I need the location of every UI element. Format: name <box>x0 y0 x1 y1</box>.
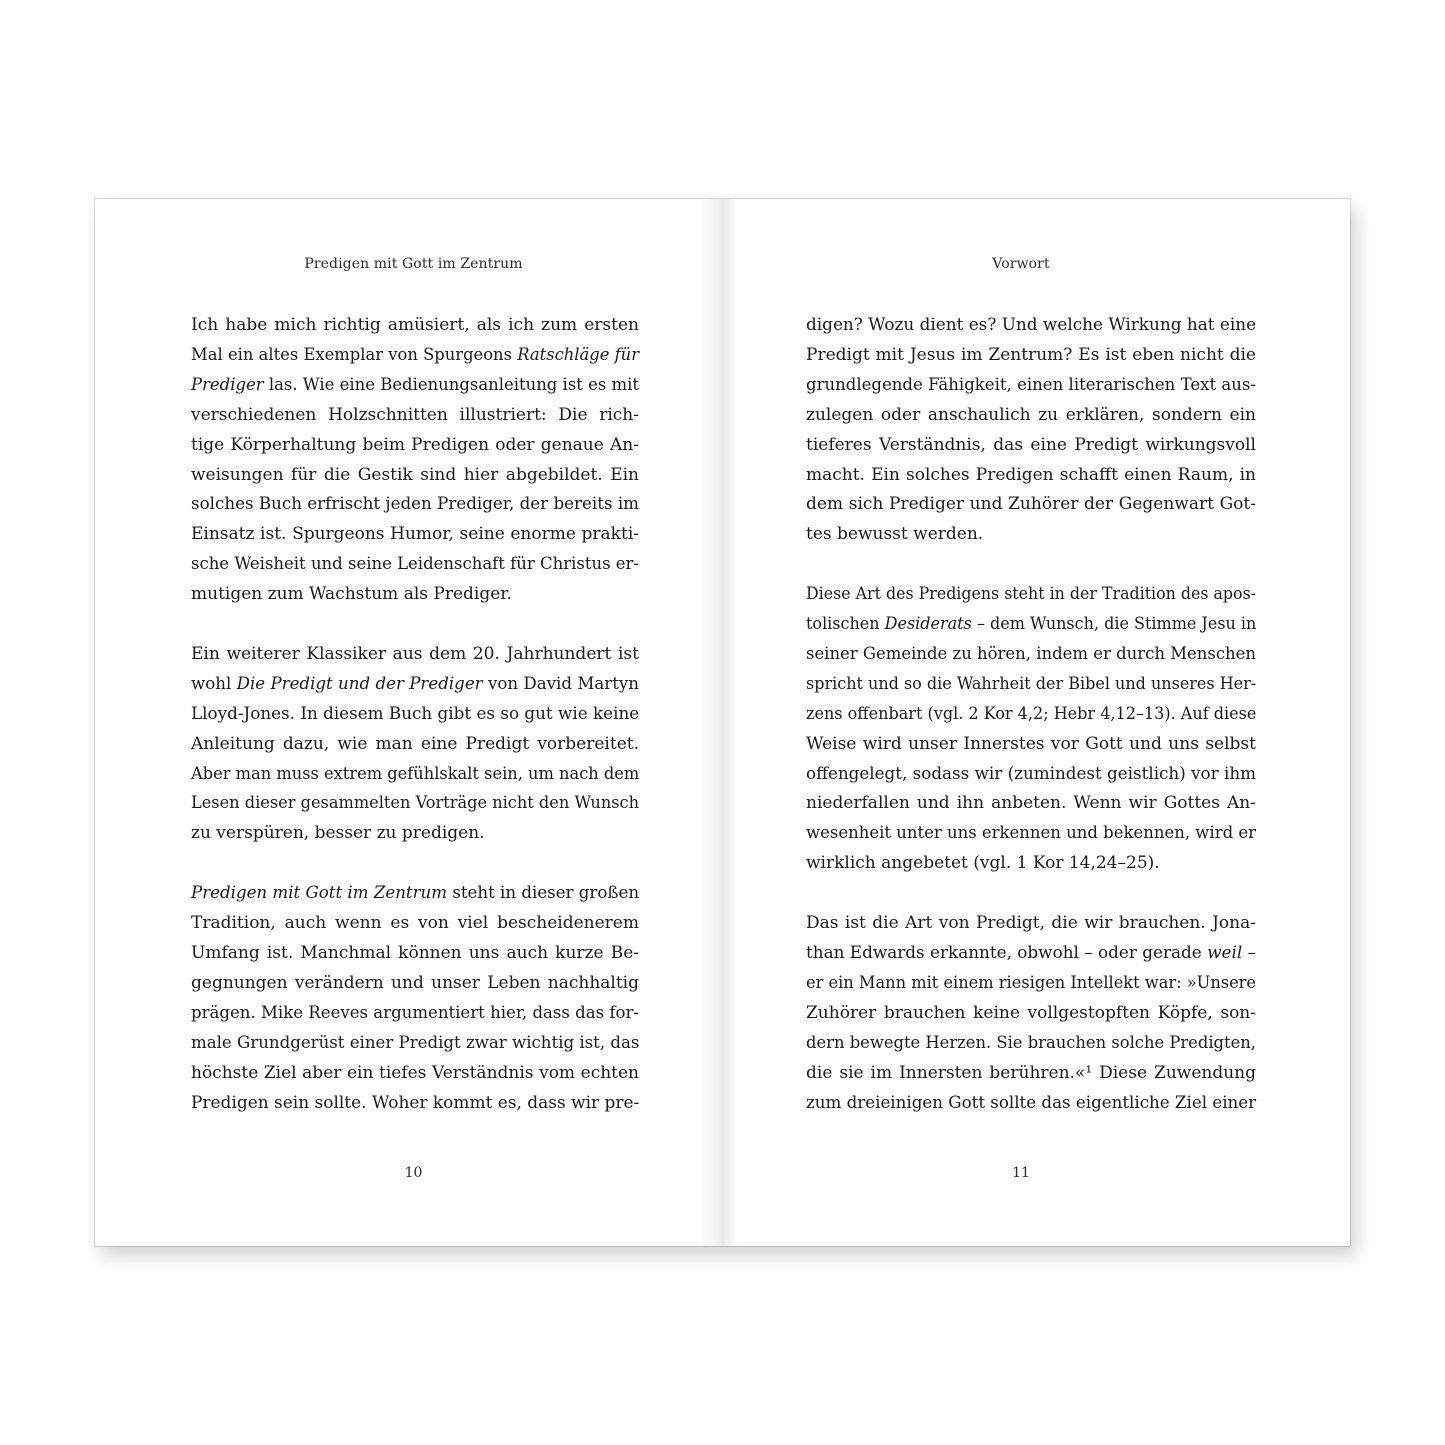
text-line: Zuhörer brauchen keine vollgestopften Köpfe, son- <box>806 1002 1256 1023</box>
right-page-body <box>806 311 1256 1148</box>
text-line: Lloyd-Jones. In diesem Buch gibt es so gut wie keine <box>191 703 640 724</box>
gutter-shadow-right <box>722 199 738 1246</box>
text-line: wirklich angebetet (vgl. 1 Kor 14,24–25). <box>806 853 1160 874</box>
text-line: Einsatz ist. Spurgeons Humor, seine enorme prakti- <box>191 524 639 545</box>
text-line: zulegen oder anschaulich zu erklären, sondern ein <box>806 404 1256 425</box>
text-line: tige Körperhaltung beim Predigen oder genaue An- <box>191 434 639 455</box>
text-line: Anleitung dazu, wie man eine Predigt vorbereitet. <box>191 733 639 754</box>
text-line: prägen. Mike Reeves argumentiert hier, dass das for- <box>191 1002 640 1023</box>
text-line: tieferes Verständnis, das eine Predigt wirkungsvoll <box>806 434 1256 455</box>
book-spread <box>95 199 1350 1246</box>
text-line: höchste Ziel aber ein tiefes Verständnis vom echten <box>191 1062 639 1083</box>
text-line: grundlegende Fähigkeit, einen literarischen Text aus- <box>806 374 1256 395</box>
text-line: dem sich Prediger und Zuhörer der Gegenwart Got- <box>806 494 1256 515</box>
text-line: Das ist die Art von Predigt, die wir brauchen. Jona- <box>806 913 1256 934</box>
text-line: solches Buch erfrischt jeden Prediger, der bereits im <box>191 494 640 515</box>
running-head-left: Predigen mit Gott im Zentrum <box>304 256 523 272</box>
text-line: Predigen sein sollte. Woher kommt es, dass wir pre- <box>191 1092 640 1113</box>
paragraph <box>806 580 1256 879</box>
text-line: wesenheit unter uns erkennen und bekennen, wird er <box>806 823 1257 844</box>
text-line: Weise wird unser Innerstes vor Gott und uns selbst <box>806 733 1256 754</box>
running-head-right: Vorwort <box>992 256 1050 272</box>
text-line: zu verspüren, besser zu predigen. <box>191 823 485 844</box>
text-line: er ein Mann mit einem riesigen Intellekt war: »Unsere <box>806 972 1257 993</box>
text-line: weisungen für die Gestik sind hier abgebildet. Ein <box>191 464 639 485</box>
paragraph <box>806 909 1256 1118</box>
paragraph <box>806 311 1256 550</box>
left-page-body <box>191 311 639 1148</box>
text-line: Prediger las. Wie eine Bedienungsanleitung ist es mit <box>191 374 639 395</box>
text-line: verschiedenen Holzschnitten illustriert: Die rich- <box>191 404 639 425</box>
text-line: tolischen Desiderats – dem Wunsch, die Stimme Jesu in <box>806 614 1257 635</box>
text-line: tes bewusst werden. <box>806 524 984 545</box>
text-line: Ich habe mich richtig amüsiert, als ich zum ersten <box>191 315 639 335</box>
text-line: Lesen dieser gesammelten Vorträge nicht den Wunsch <box>191 793 640 814</box>
text-line: dern bewegte Herzen. Sie brauchen solche Predigten, <box>806 1032 1256 1053</box>
text-line: male Grundgerüst einer Predigt zwar wichtig ist, das <box>191 1032 640 1053</box>
text-line: zum dreieinigen Gott sollte das eigentliche Ziel einer <box>806 1092 1257 1113</box>
text-line: Predigen mit Gott im Zentrum steht in dieser großen <box>191 883 640 904</box>
text-line: Predigt mit Jesus im Zentrum? Es ist eben nicht die <box>806 344 1256 365</box>
text-line: seiner Gemeinde zu hören, indem er durch Menschen <box>806 643 1256 664</box>
text-line: sche Weisheit und seine Leidenschaft für Christus er- <box>191 554 640 575</box>
text-line: die sie im Innersten berühren.«¹ Diese Zuwendung <box>806 1062 1256 1083</box>
text-line: Umfang ist. Manchmal können uns auch kurze Be- <box>191 943 639 963</box>
text-line: Mal ein altes Exemplar von Spurgeons Ratschläge für <box>191 344 640 365</box>
page-number-right: 11 <box>1012 1165 1030 1181</box>
text-line: mutigen zum Wachstum als Prediger. <box>191 584 512 605</box>
text-line: spricht und so die Wahrheit der Bibel und unseres Her- <box>806 673 1257 694</box>
page-number-left: 10 <box>404 1165 423 1181</box>
text-line: digen? Wozu dient es? Und welche Wirkung hat eine <box>806 315 1257 335</box>
paragraph <box>191 879 639 1118</box>
left-page <box>95 199 722 1246</box>
paragraph <box>191 640 639 849</box>
text-line: Diese Art des Predigens steht in der Tradition des apos- <box>806 584 1257 605</box>
text-line: gegnungen verändern und unser Leben nachhaltig <box>191 972 639 993</box>
right-page <box>722 199 1350 1246</box>
text-line: offengelegt, sodass wir (zumindest geistlich) vor ihm <box>806 763 1257 784</box>
text-line: than Edwards erkannte, obwohl – oder gerade weil – <box>806 943 1256 963</box>
text-line: niederfallen und ihn anbeten. Wenn wir Gottes An- <box>806 793 1256 814</box>
text-line: macht. Ein solches Predigen schafft einen Raum, in <box>806 464 1256 485</box>
text-line: Tradition, auch wenn es von viel bescheidenerem <box>191 913 639 934</box>
text-line: zens offenbart (vgl. 2 Kor 4,2; Hebr 4,12–13). Auf diese <box>806 703 1257 724</box>
text-line: wohl Die Predigt und der Prediger von David Martyn <box>191 673 640 694</box>
text-line: Aber man muss extrem gefühlskalt sein, um nach dem <box>191 763 640 784</box>
gutter-shadow-left <box>700 199 722 1246</box>
paragraph <box>191 311 639 610</box>
text-line: Ein weiterer Klassiker aus dem 20. Jahrhundert ist <box>191 643 639 664</box>
